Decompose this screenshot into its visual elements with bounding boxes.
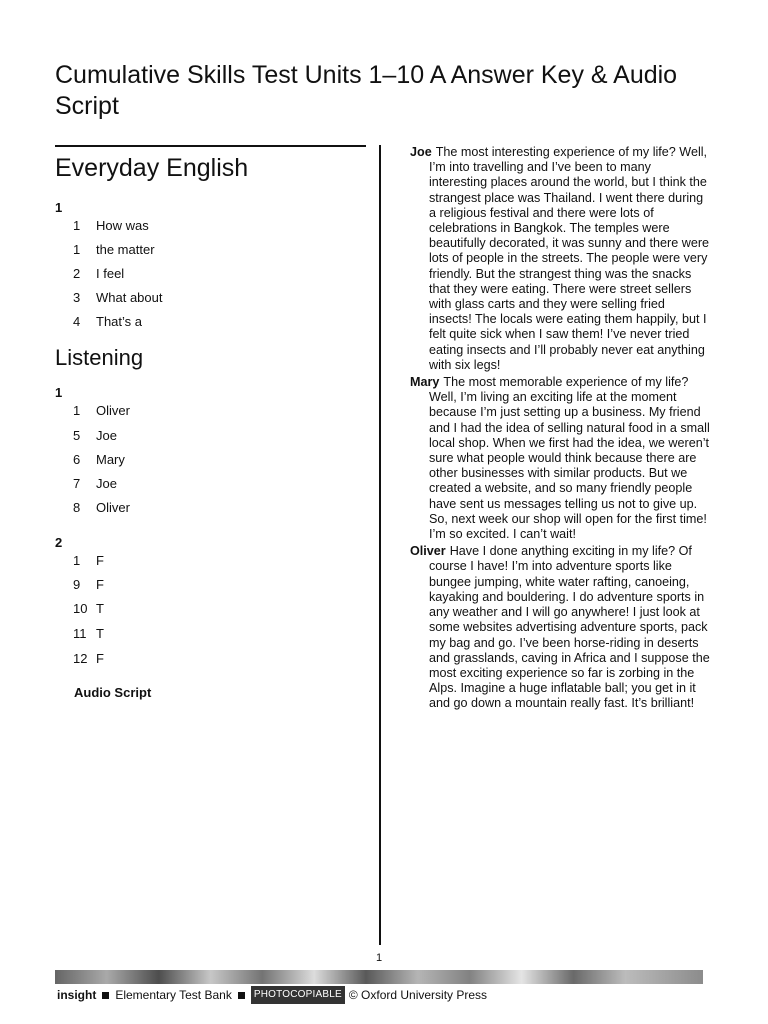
- answer-text: What about: [96, 290, 163, 305]
- page-number: 1: [375, 952, 383, 964]
- speaker-name: Oliver: [410, 544, 446, 559]
- script-paragraph-oliver: [410, 544, 710, 711]
- answer-number: 6: [73, 452, 81, 467]
- answer-row: [73, 290, 163, 306]
- answer-number: 1: [73, 403, 81, 418]
- answer-text: Mary: [96, 452, 125, 467]
- answer-row: [73, 500, 130, 516]
- answer-text: Oliver: [96, 403, 130, 418]
- answer-number: 12: [73, 651, 88, 666]
- speaker-name: Joe: [410, 145, 432, 159]
- answer-row: [73, 626, 104, 642]
- answer-text: F: [96, 651, 104, 666]
- answer-row: [73, 476, 117, 492]
- answer-text: How was: [96, 218, 149, 233]
- answer-text: the matter: [96, 242, 155, 257]
- answer-number: 1: [73, 218, 81, 233]
- square-bullet-icon: [238, 992, 245, 999]
- answer-row: [73, 601, 104, 617]
- footer-publisher: © Oxford University Press: [348, 988, 488, 1002]
- answer-text: Joe: [96, 476, 117, 491]
- audio-script: [410, 145, 710, 714]
- answer-text: Oliver: [96, 500, 130, 515]
- column-divider: [379, 145, 381, 945]
- answer-number: 7: [73, 476, 81, 491]
- answer-text: Joe: [96, 428, 117, 443]
- footer-brand: insight: [57, 988, 97, 1002]
- listening-question-number: 1: [55, 385, 63, 400]
- answer-text: F: [96, 553, 104, 568]
- answer-text: T: [96, 601, 104, 616]
- script-text: The most memorable experience of my life? Well, I’m living an exciting life at the moment because I’m just setting up a business. My friend and I had the idea of selling natural food in a small local shop. When we first had the idea, we weren’t sure what people would think because there are other businesses with similar products. But we created a website, and so many friendly people have sent us messages telling us not to give up. So, next week our shop will open for the first time! I’m so excited. I can’t wait!: [429, 375, 710, 542]
- audio-script-label: Audio Script: [74, 685, 152, 700]
- answer-number: 3: [73, 290, 81, 305]
- answer-row: [73, 314, 142, 330]
- answer-number: 5: [73, 428, 81, 443]
- listening-heading: Listening: [55, 345, 144, 370]
- answer-text: F: [96, 577, 104, 592]
- answer-row: [73, 452, 125, 468]
- answer-row: [73, 266, 124, 282]
- answer-row: [73, 218, 149, 234]
- footer: [57, 986, 487, 1004]
- script-paragraph-mary: [410, 375, 710, 542]
- answer-number: 1: [73, 553, 81, 568]
- answer-number: 10: [73, 601, 88, 616]
- answer-row: [73, 242, 155, 258]
- answer-text: That’s a: [96, 314, 143, 329]
- script-text: The most interesting experience of my life? Well, I’m into travelling and I’ve been to many interesting places around the world, but I think the strangest place was Thailand. I went there during a religious festival and there were lots of celebrations in Bangkok. The temples were beautifully decorated, it was sunny and there were lots of people in the streets. The people were very friendly. But the strangest thing was the snacks that they were eating. There were street sellers with glass carts and they were selling fried insects! The locals were eating them happily, but I felt quite sick when I saw them! I’ve never tried eating insects and I’ll probably never eat anything with six legs!: [429, 145, 710, 372]
- page-title: Cumulative Skills Test Units 1–10 A Answer Key & Audio Script: [55, 61, 678, 120]
- square-bullet-icon: [102, 992, 109, 999]
- answer-row: [73, 428, 117, 444]
- speaker-name: Mary: [410, 375, 440, 390]
- answer-text: T: [96, 626, 104, 641]
- answer-text: I feel: [96, 266, 125, 281]
- everyday-english-heading: Everyday English: [55, 154, 249, 182]
- script-paragraph-joe: [410, 145, 710, 373]
- answer-number: 4: [73, 314, 81, 329]
- left-column-rule: [55, 145, 366, 147]
- answer-number: 11: [73, 626, 87, 641]
- answer-row: [73, 577, 104, 593]
- answer-number: 1: [73, 242, 81, 257]
- answer-number: 8: [73, 500, 81, 515]
- answer-number: 9: [73, 577, 81, 592]
- footer-series: Elementary Test Bank: [115, 988, 232, 1002]
- answer-number: 2: [73, 266, 81, 281]
- answer-row: [73, 403, 130, 419]
- script-text: Have I done anything exciting in my life? Of course I have! I’m into adventure sports like bungee jumping, white water rafting, canoeing, kayaking and bouldering. I do adventure sports in any weather and I will go anywhere! I just look at some websites advertising adventure sports, pack my bag and go. I’ve been horse-riding in deserts and grasslands, caving in Africa and I suppose the most exciting experience so far is zorbing in the Alps. Imagine a huge inflatable ball; you get in it and go down a mountain really fast. It’s brilliant!: [429, 544, 710, 711]
- answer-row: [73, 553, 104, 569]
- answer-row: [73, 651, 104, 667]
- photocopiable-badge: PHOTOCOPIABLE: [251, 986, 345, 1004]
- footer-photo-strip: [55, 970, 703, 984]
- everyday-english-question-number: 1: [55, 200, 63, 215]
- listening-question-number: 2: [55, 535, 63, 550]
